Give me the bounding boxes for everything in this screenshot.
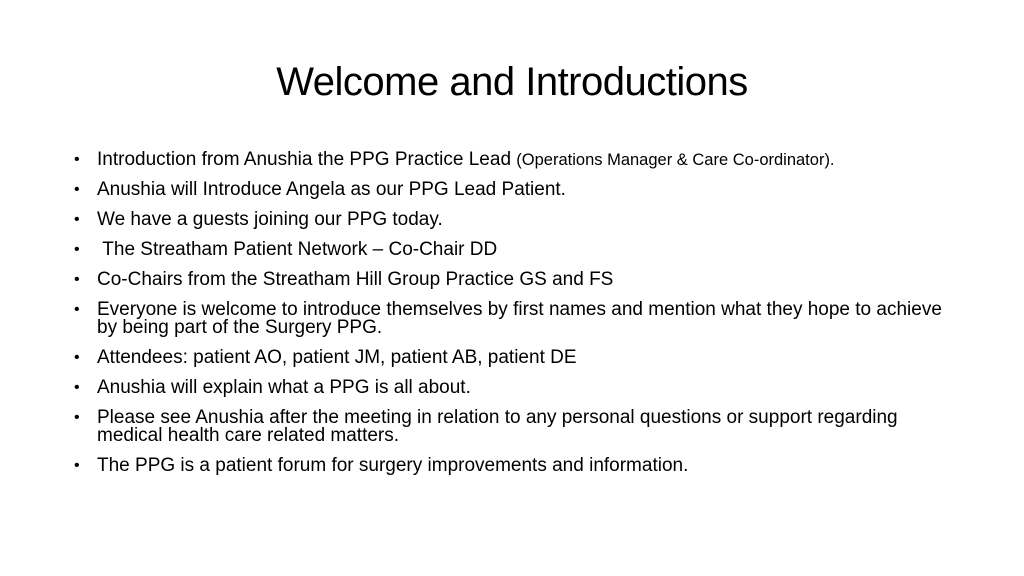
bullet-icon: • — [74, 241, 80, 258]
bullet-icon: • — [74, 457, 80, 474]
bullet-icon: • — [74, 181, 80, 198]
bullet-icon: • — [74, 349, 80, 366]
list-item — [74, 241, 954, 259]
list-item — [74, 349, 954, 367]
list-item — [74, 379, 954, 397]
list-item — [74, 409, 954, 445]
list-item — [74, 271, 954, 289]
bullet-text: Co-Chairs from the Streatham Hill Group Practice GS and FS — [97, 269, 614, 290]
bullet-icon: • — [74, 379, 80, 396]
slide-title: Welcome and Introductions — [276, 60, 748, 104]
list-item — [74, 301, 954, 337]
bullet-text: We have a guests joining our PPG today. — [97, 209, 443, 230]
bullet-note: (Operations Manager & Care Co-ordinator). — [516, 151, 835, 169]
list-item — [74, 211, 954, 229]
bullet-icon: • — [74, 271, 80, 288]
bullet-text: Everyone is welcome to introduce themselves by first names and mention what they hope to achieve by being part of the Surgery PPG. — [97, 299, 942, 338]
bullet-icon: • — [74, 409, 80, 426]
bullet-icon: • — [74, 301, 80, 318]
list-item — [74, 457, 954, 475]
bullet-text: Please see Anushia after the meeting in relation to any personal questions or support regarding medical health care related matters. — [97, 407, 898, 446]
bullet-text: Attendees: patient AO, patient JM, patient AB, patient DE — [97, 347, 577, 368]
list-item — [74, 151, 954, 169]
bullet-text: Introduction from Anushia the PPG Practice Lead — [97, 149, 517, 170]
list-item — [74, 181, 954, 199]
bullet-text: Anushia will explain what a PPG is all about. — [97, 377, 471, 398]
bullet-text: The PPG is a patient forum for surgery improvements and information. — [97, 455, 689, 476]
bullet-list — [74, 151, 954, 487]
bullet-icon: • — [74, 211, 80, 228]
bullet-text: Anushia will Introduce Angela as our PPG Lead Patient. — [97, 179, 566, 200]
bullet-text: The Streatham Patient Network – Co-Chair DD — [97, 239, 498, 260]
bullet-icon: • — [74, 151, 80, 168]
